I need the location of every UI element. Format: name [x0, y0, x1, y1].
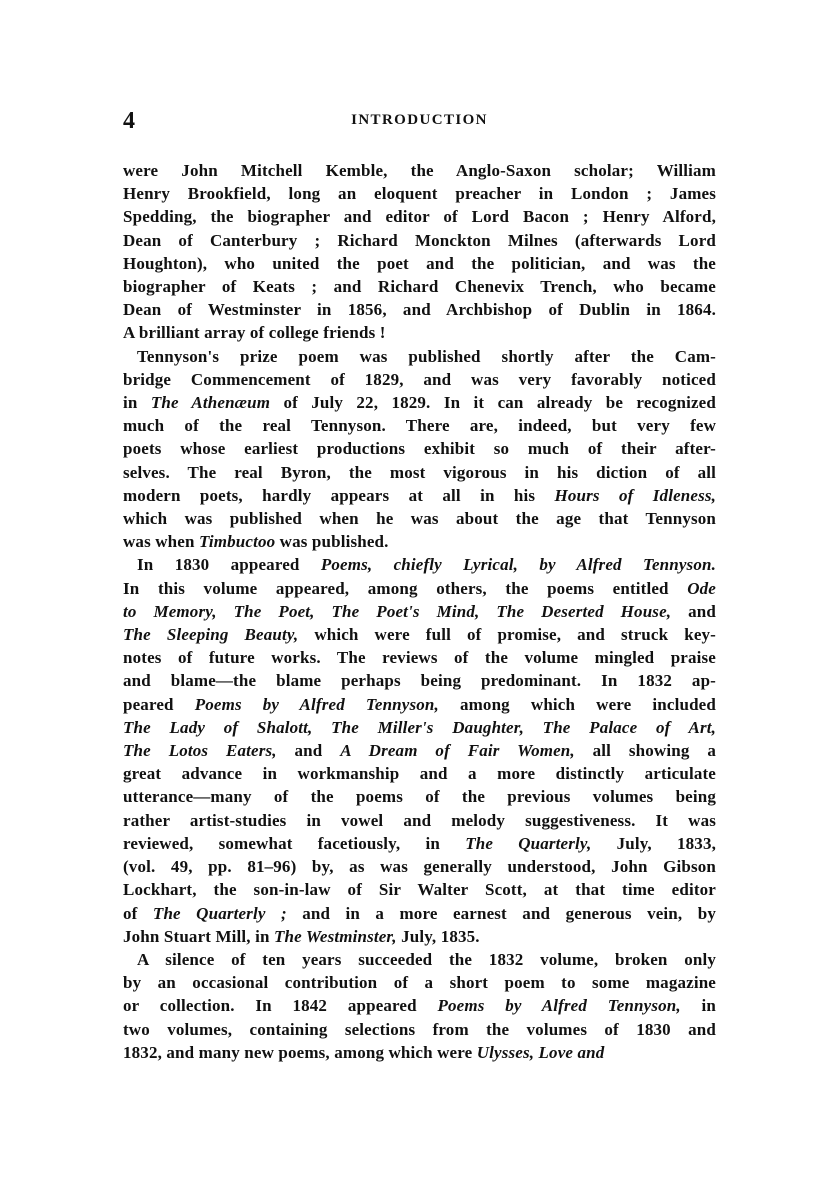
- paragraph: [123, 159, 716, 345]
- text-line: in The Athenæum of July 22, 1829. In it can already be recognized: [123, 393, 716, 413]
- text-line: utterance—many of the poems of the previous volumes being: [123, 787, 716, 807]
- text-line: (vol. 49, pp. 81–96) by, as was generally understood, John Gibson: [123, 857, 716, 877]
- text-line: of The Quarterly ; and in a more earnest and generous vein, by: [123, 903, 716, 923]
- body-text: [123, 159, 716, 1064]
- page-number: 4: [123, 108, 135, 134]
- text-line: by an occasional contribution of a short poem to some magazine: [123, 973, 716, 993]
- text-line: In this volume appeared, among others, the poems entitled Ode: [123, 578, 716, 598]
- text-line: poets whose earliest productions exhibit so much of their after-: [123, 439, 716, 459]
- text-line: 1832, and many new poems, among which were Ulysses, Love and: [123, 1042, 605, 1062]
- paragraph: [123, 345, 716, 554]
- text-line: two volumes, containing selections from the volumes of 1830 and: [123, 1019, 716, 1039]
- text-line: Lockhart, the son-in-law of Sir Walter Scott, at that time editor: [123, 880, 716, 900]
- text-line: Tennyson's prize poem was published shortly after the Cam-: [137, 346, 716, 366]
- text-line: or collection. In 1842 appeared Poems by Alfred Tennyson, in: [123, 996, 716, 1016]
- text-line: to Memory, The Poet, The Poet's Mind, The Deserted House, and: [123, 601, 716, 621]
- text-line: The Lotos Eaters, and A Dream of Fair Women, all showing a: [123, 741, 716, 761]
- text-line: John Stuart Mill, in The Westminster, July, 1835.: [123, 926, 480, 946]
- text-line: A brilliant array of college friends !: [123, 323, 386, 343]
- running-head: INTRODUCTION: [351, 112, 488, 128]
- text-line: The Lady of Shalott, The Miller's Daughter, The Palace of Art,: [123, 717, 716, 737]
- text-line: was when Timbuctoo was published.: [123, 532, 389, 552]
- text-line: Houghton), who united the poet and the politician, and was the: [123, 253, 716, 273]
- text-line: much of the real Tennyson. There are, indeed, but very few: [123, 416, 716, 436]
- text-line: reviewed, somewhat facetiously, in The Quarterly, July, 1833,: [123, 833, 717, 853]
- text-line: In 1830 appeared Poems, chiefly Lyrical, by Alfred Tennyson.: [137, 555, 716, 575]
- text-line: were John Mitchell Kemble, the Anglo-Saxon scholar; William: [123, 161, 716, 180]
- text-line: Dean of Canterbury ; Richard Monckton Milnes (afterwards Lord: [123, 230, 716, 250]
- text-line: Henry Brookfield, long an eloquent preacher in London ; James: [123, 184, 716, 204]
- text-line: The Sleeping Beauty, which were full of promise, and struck key-: [123, 625, 716, 645]
- page-header: [123, 106, 716, 140]
- text-line: notes of future works. The reviews of the volume mingled praise: [123, 648, 716, 668]
- text-line: A silence of ten years succeeded the 1832 volume, broken only: [137, 949, 716, 969]
- text-line: Dean of Westminster in 1856, and Archbishop of Dublin in 1864.: [123, 300, 716, 320]
- text-line: selves. The real Byron, the most vigorous in his diction of all: [123, 462, 716, 482]
- paragraph: [123, 553, 716, 947]
- text-line: modern poets, hardly appears at all in his Hours of Idleness,: [123, 485, 717, 505]
- paragraph: [123, 948, 716, 1064]
- book-page: [123, 106, 716, 1064]
- text-line: rather artist-studies in vowel and melody suggestiveness. It was: [123, 810, 716, 830]
- text-line: Spedding, the biographer and editor of Lord Bacon ; Henry Alford,: [123, 207, 716, 227]
- text-line: and blame—the blame perhaps being predominant. In 1832 ap-: [123, 671, 716, 691]
- text-line: great advance in workmanship and a more distinctly articulate: [123, 764, 716, 784]
- text-line: which was published when he was about the age that Tennyson: [123, 509, 716, 529]
- text-line: peared Poems by Alfred Tennyson, among which were included: [123, 694, 716, 714]
- text-line: bridge Commencement of 1829, and was very favorably noticed: [123, 369, 716, 389]
- text-line: biographer of Keats ; and Richard Chenevix Trench, who became: [123, 277, 716, 297]
